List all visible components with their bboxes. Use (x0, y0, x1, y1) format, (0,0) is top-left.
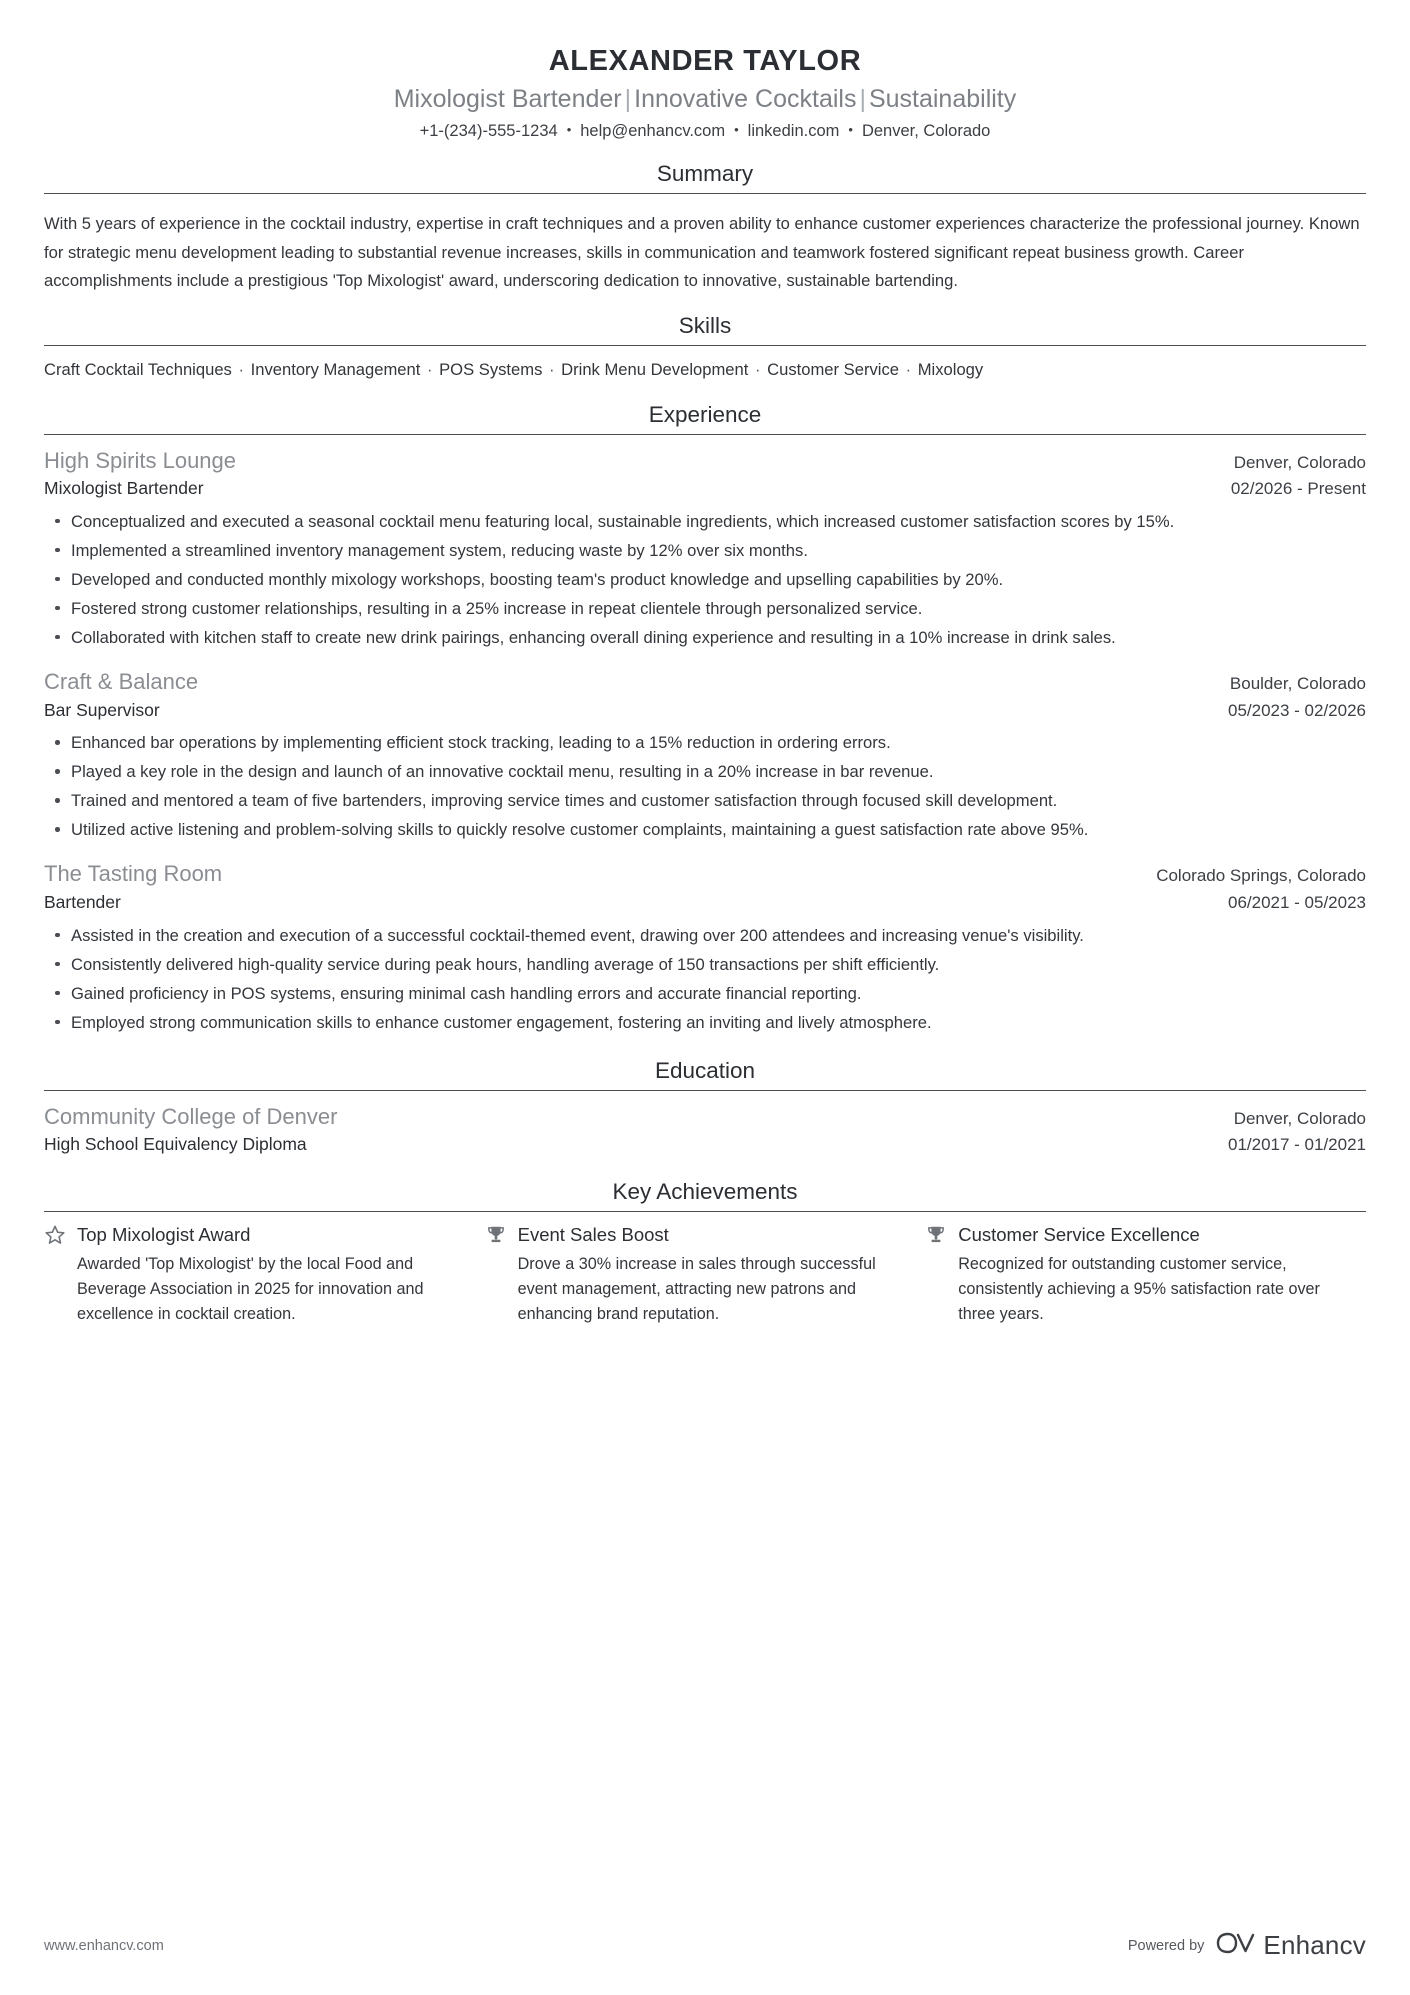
entry-header-row (44, 859, 1366, 889)
entry-location: Denver, Colorado (1233, 1108, 1366, 1128)
key-achievement-item (925, 1223, 1366, 1327)
page-title: ALEXANDER TAYLOR (548, 45, 862, 77)
professional-headline (44, 84, 1366, 115)
enhancv-mark-icon (1216, 1930, 1256, 1961)
experience-entry (44, 859, 1366, 1035)
headline-part-2: Innovative Cocktails (634, 84, 857, 113)
contact-location: Denver, Colorado (861, 122, 991, 141)
contact-separator-dot: • (734, 122, 739, 138)
experience-entries (44, 446, 1366, 1036)
entry-bullet: Assisted in the creation and execution of a successful cocktail-themed event, drawing over 200 attendees and increasing venue's visibility. (44, 922, 1366, 949)
entry-bullet: Employed strong communication skills to enhance customer engagement, fostering an inviting and lively atmosphere. (44, 1009, 1366, 1036)
entry-bullet-list (44, 729, 1366, 843)
entry-role: Bartender (44, 892, 121, 913)
headline-part-3: Sustainability (868, 84, 1017, 113)
key-achievement-title: Top Mixologist Award (77, 1223, 251, 1245)
entry-organization: Community College of Denver (44, 1103, 338, 1129)
entry-bullet: Consistently delivered high-quality service during peak hours, handling average of 150 transactions per shift efficiently. (44, 951, 1366, 978)
entry-organization: High Spirits Lounge (44, 447, 237, 473)
entry-bullet: Utilized active listening and problem-solving skills to quickly resolve customer complaints, maintaining a guest satisfaction rate above 95%. (44, 816, 1366, 843)
entry-dates: 06/2021 - 05/2023 (1227, 893, 1366, 913)
entry-bullet: Enhanced bar operations by implementing efficient stock tracking, leading to a 15% reduction in ordering errors. (44, 729, 1366, 756)
key-achievement-item (44, 1223, 485, 1327)
entry-dates: 01/2017 - 01/2021 (1227, 1135, 1366, 1155)
powered-by-label: Powered by (1127, 1937, 1205, 1954)
entry-role: Bar Supervisor (44, 699, 160, 720)
entry-bullet: Trained and mentored a team of five bartenders, improving service times and customer satisfaction through focused skill development. (44, 787, 1366, 814)
footer-website-url[interactable]: www.enhancv.com (44, 1937, 164, 1954)
section-divider (44, 193, 1366, 194)
entry-location: Colorado Springs, Colorado (1156, 866, 1366, 886)
section-heading-education: Education (654, 1057, 756, 1083)
education-entries (44, 1102, 1366, 1157)
section-divider (44, 345, 1366, 346)
entry-bullet: Fostered strong customer relationships, resulting in a 25% increase in repeat clientele through personalized service. (44, 595, 1366, 622)
entry-location: Denver, Colorado (1233, 452, 1366, 472)
entry-bullet-list (44, 922, 1366, 1036)
skill-item: Drink Menu Development (561, 360, 749, 380)
key-achievement-description: Awarded 'Top Mixologist' by the local Food and Beverage Association in 2025 for innovation and excellence in cocktail creation. (77, 1255, 424, 1324)
enhancv-logo (1216, 1930, 1366, 1961)
contact-email[interactable]: help@enhancv.com (580, 122, 726, 141)
key-achievement-title: Event Sales Boost (517, 1223, 669, 1245)
contact-linkedin[interactable]: linkedin.com (747, 122, 840, 141)
key-achievement-title: Customer Service Excellence (958, 1223, 1200, 1245)
trophy-icon (485, 1224, 507, 1246)
contact-info (44, 121, 1366, 142)
entry-subheader-row (44, 476, 1366, 501)
resume-header (44, 46, 1366, 143)
key-achievement-header (925, 1223, 1326, 1246)
star-icon (44, 1224, 66, 1246)
experience-entry (44, 1102, 1366, 1157)
entry-organization: The Tasting Room (44, 861, 223, 887)
entry-organization: Craft & Balance (44, 669, 199, 694)
section-key-achievements (44, 1179, 1366, 1327)
section-education (44, 1058, 1366, 1157)
entry-subheader-row (44, 698, 1366, 723)
enhancv-wordmark: Enhancv (1263, 1930, 1366, 1960)
entry-bullet: Played a key role in the design and launch of an innovative cocktail menu, resulting in a 20% increase in bar revenue. (44, 758, 1366, 785)
entry-role: High School Equivalency Diploma (44, 1134, 307, 1155)
contact-phone: +1-(234)-555-1234 (419, 122, 558, 141)
key-achievement-description: Recognized for outstanding customer service, consistently achieving a 95% satisfaction rate over three years. (958, 1255, 1320, 1324)
skill-separator: · (544, 360, 560, 380)
section-experience (44, 402, 1366, 1036)
skill-separator: · (750, 360, 766, 380)
section-skills (44, 313, 1366, 384)
experience-entry (44, 667, 1366, 843)
entry-bullet: Collaborated with kitchen staff to create new drink pairings, enhancing overall dining experience and resulting in a 10% increase in drink sales. (44, 624, 1366, 651)
key-achievement-header (44, 1223, 445, 1246)
section-divider (44, 434, 1366, 435)
section-heading-experience: Experience (648, 401, 762, 427)
section-divider (44, 1090, 1366, 1091)
entry-role: Mixologist Bartender (44, 478, 204, 499)
section-heading-key-achievements: Key Achievements (612, 1178, 798, 1204)
skill-separator: · (900, 360, 916, 380)
trophy-icon (925, 1224, 947, 1246)
skill-item: POS Systems (439, 360, 543, 380)
entry-subheader-row (44, 890, 1366, 915)
entry-header-row (44, 667, 1366, 697)
page-footer (44, 1930, 1366, 1961)
summary-body: With 5 years of experience in the cocktail industry, expertise in craft techniques and a proven ability to enhance customer experiences characterize the professional journey. Known for strategic menu development leading to substantial revenue increases, skills in communication and teamwork fostered significant repeat business growth. Career accomplishments include a prestigious 'Top Mixologist' award, underscoring dedication to innovative, sustainable bartending. (44, 214, 1360, 290)
skill-item: Customer Service (767, 360, 899, 380)
headline-separator: | (624, 84, 632, 113)
key-achievements-grid (44, 1223, 1366, 1327)
entry-dates: 05/2023 - 02/2026 (1227, 700, 1366, 720)
skill-item: Inventory Management (250, 360, 421, 380)
section-summary (44, 161, 1366, 295)
entry-location: Boulder, Colorado (1229, 674, 1366, 693)
key-achievement-header (485, 1223, 886, 1246)
contact-separator-dot: • (566, 122, 572, 138)
footer-branding (1128, 1930, 1366, 1961)
headline-separator: | (859, 84, 866, 113)
key-achievement-item (485, 1223, 926, 1327)
entry-subheader-row (44, 1132, 1366, 1157)
entry-bullet-list (44, 508, 1366, 651)
entry-header-row (44, 446, 1366, 476)
skill-item: Craft Cocktail Techniques (44, 360, 232, 380)
key-achievement-description: Drove a 30% increase in sales through successful event management, attracting new patrons and enhancing brand reputation. (517, 1255, 876, 1324)
entry-header-row (44, 1102, 1366, 1132)
skills-list (44, 357, 1366, 384)
contact-separator-dot: • (848, 122, 853, 138)
section-heading-skills: Skills (678, 313, 732, 339)
headline-part-1: Mixologist Bartender (393, 84, 622, 113)
entry-bullet: Conceptualized and executed a seasonal cocktail menu featuring local, sustainable ingredients, which increased customer satisfaction scores by 15%. (44, 508, 1366, 535)
section-heading-summary: Summary (656, 160, 754, 186)
skill-item: Mixology (917, 360, 984, 380)
entry-bullet: Implemented a streamlined inventory management system, reducing waste by 12% over six months. (44, 537, 1366, 564)
experience-entry (44, 446, 1366, 651)
entry-bullet: Developed and conducted monthly mixology workshops, boosting team's product knowledge and upselling capabilities by 20%. (44, 566, 1366, 593)
entry-bullet: Gained proficiency in POS systems, ensuring minimal cash handling errors and accurate financial reporting. (44, 980, 1366, 1007)
skill-separator: · (233, 360, 249, 380)
entry-dates: 02/2026 - Present (1230, 479, 1366, 499)
section-divider (44, 1211, 1366, 1212)
skill-separator: · (422, 360, 438, 380)
